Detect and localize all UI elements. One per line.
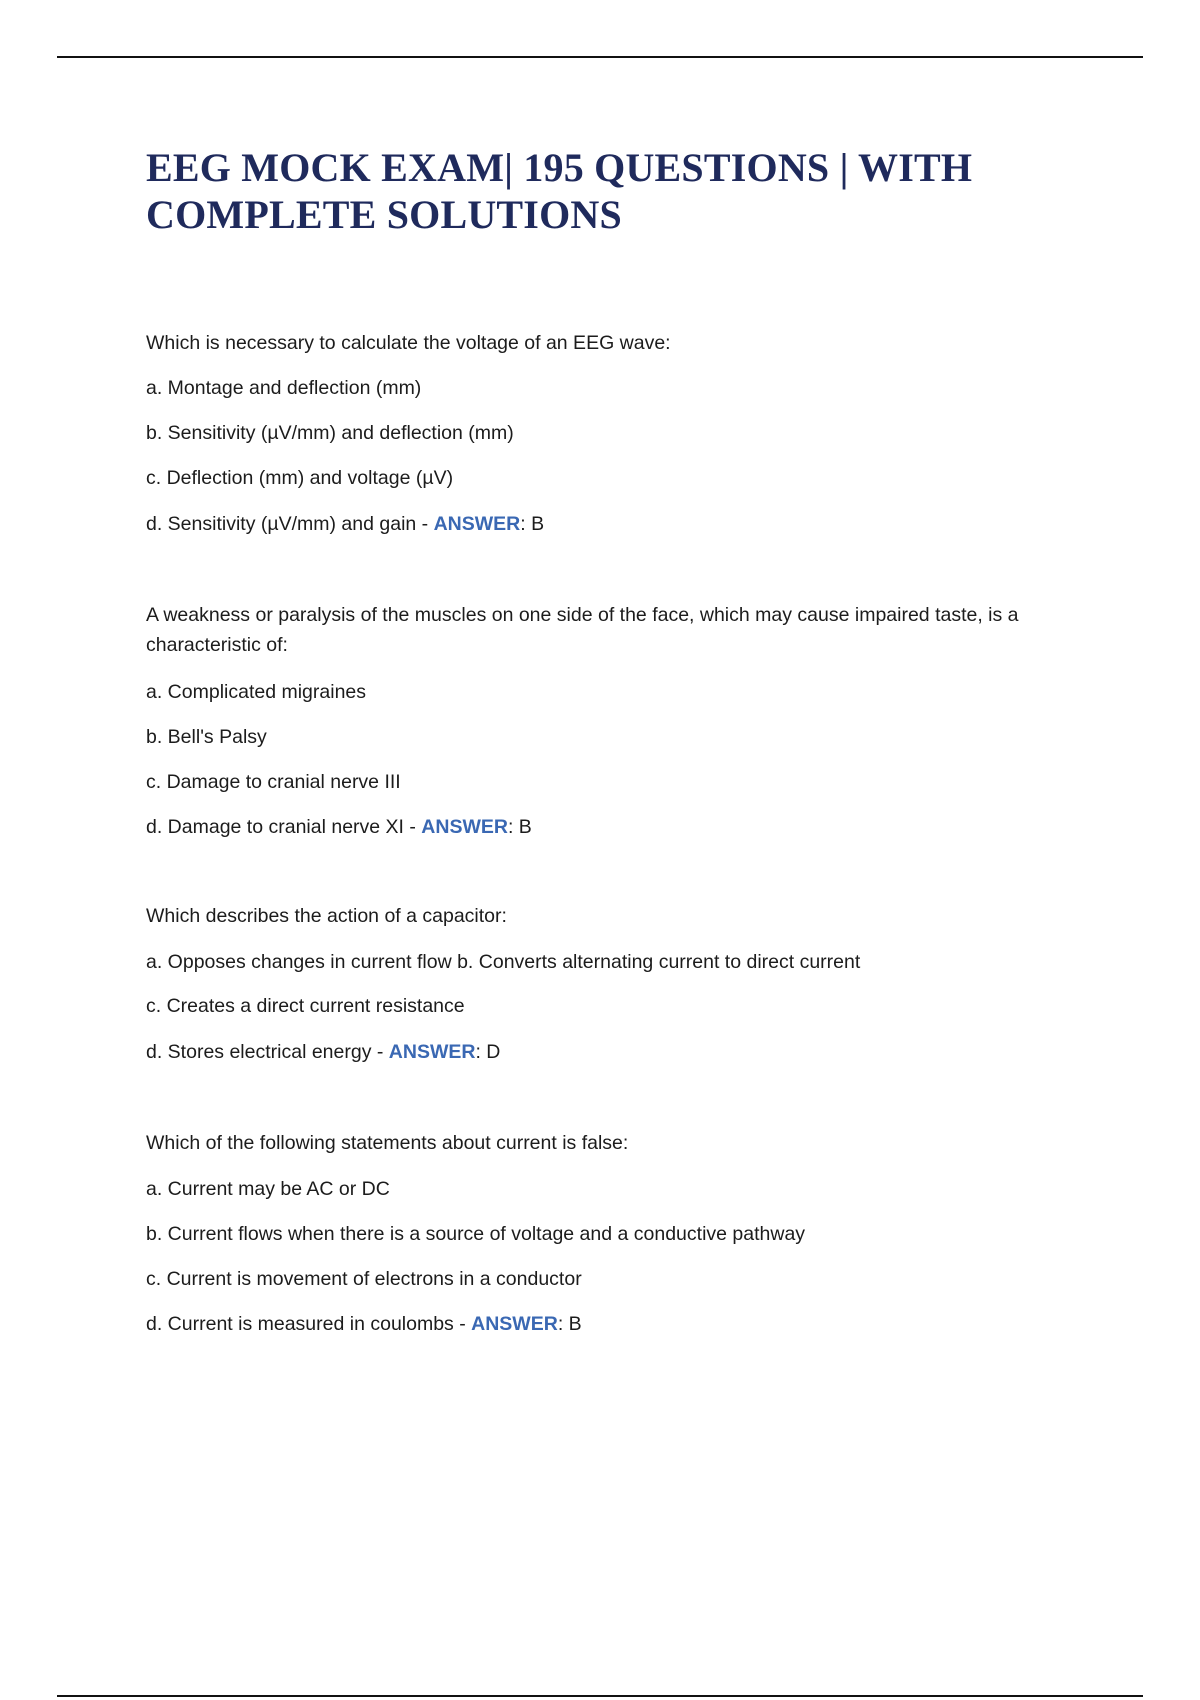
- answer-option: b. Current flows when there is a source of voltage and a conductive pathway: [146, 1223, 806, 1245]
- answer-option-with-key: [146, 1037, 500, 1067]
- answer-value: : D: [475, 1041, 501, 1063]
- answer-option: c. Current is movement of electrons in a conductor: [146, 1268, 582, 1290]
- page-title: [146, 144, 1086, 238]
- top-rule: [57, 56, 1143, 58]
- answer-keyword: ANSWER: [471, 1313, 558, 1335]
- answer-option: a. Complicated migraines: [146, 681, 367, 703]
- answer-option-text: d. Stores electrical energy -: [146, 1041, 389, 1063]
- answer-keyword: ANSWER: [433, 513, 521, 535]
- title-line-1: EEG MOCK EXAM| 195 QUESTIONS | WITH: [146, 145, 973, 190]
- answer-option-with-key: [146, 1309, 582, 1339]
- answer-value: : B: [507, 816, 532, 838]
- bottom-rule: [57, 1695, 1143, 1697]
- answer-option: b. Sensitivity (µV/mm) and deflection (mm): [146, 422, 514, 444]
- question-prompt: Which of the following statements about current is false:: [146, 1132, 629, 1154]
- answer-keyword: ANSWER: [388, 1041, 476, 1063]
- answer-option-text: d. Sensitivity (µV/mm) and gain -: [146, 513, 434, 535]
- answer-value: : B: [557, 1313, 582, 1335]
- answer-value: : B: [520, 513, 545, 535]
- answer-option: a. Current may be AC or DC: [146, 1178, 390, 1200]
- answer-option: c. Deflection (mm) and voltage (µV): [146, 467, 454, 489]
- question-prompt: Which is necessary to calculate the voltage of an EEG wave:: [146, 332, 671, 354]
- answer-option: c. Damage to cranial nerve III: [146, 771, 401, 793]
- answer-option-text: d. Current is measured in coulombs -: [146, 1313, 472, 1335]
- answer-option-text: d. Damage to cranial nerve XI -: [146, 816, 422, 838]
- answer-option: b. Bell's Palsy: [146, 726, 267, 748]
- question-prompt: A weakness or paralysis of the muscles on one side of the face, which may cause impaired taste, is a characteristic of:: [146, 604, 1019, 656]
- answer-keyword: ANSWER: [421, 816, 508, 838]
- answer-option: c. Creates a direct current resistance: [146, 995, 465, 1017]
- answer-option: a. Opposes changes in current flow b. Converts alternating current to direct current: [146, 951, 861, 973]
- answer-option-with-key: [146, 509, 544, 539]
- answer-option: a. Montage and deflection (mm): [146, 377, 422, 399]
- question-prompt: Which describes the action of a capacitor:: [146, 905, 507, 927]
- answer-option-with-key: [146, 812, 532, 842]
- title-line-2: COMPLETE SOLUTIONS: [146, 192, 622, 237]
